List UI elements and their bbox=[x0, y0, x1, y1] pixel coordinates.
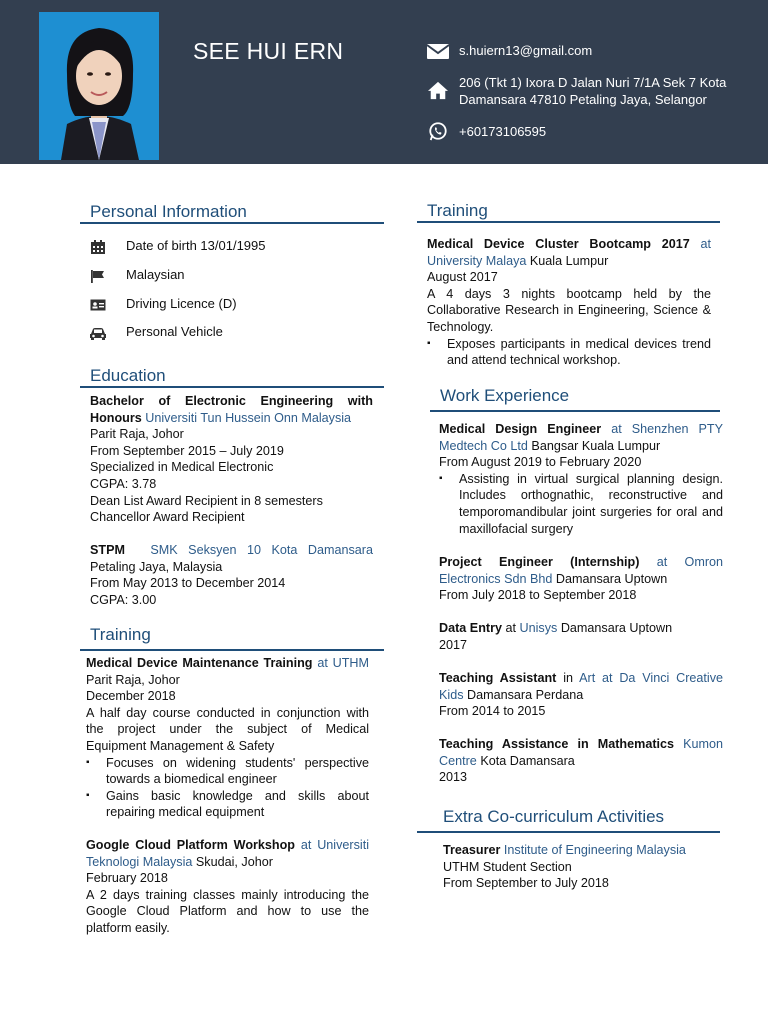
calendar-icon bbox=[89, 239, 107, 255]
work-role: Data Entry bbox=[439, 621, 502, 635]
training-maintenance-org: UTHM bbox=[332, 656, 370, 670]
work-org: Unisys bbox=[519, 621, 558, 635]
work-period: From 2014 to 2015 bbox=[439, 704, 546, 719]
education-stpm bbox=[90, 542, 373, 608]
degree-school: Universiti Tun Hussein Onn Malaysia bbox=[145, 410, 352, 425]
candidate-name: SEE HUI ERN bbox=[193, 38, 344, 64]
work-location: Bangsar Kuala Lumpur bbox=[531, 438, 661, 453]
envelope-icon bbox=[426, 42, 450, 62]
bootcamp-location: Kuala Lumpur bbox=[529, 253, 609, 268]
education-degree bbox=[90, 393, 373, 526]
work-item-project-engineer bbox=[439, 554, 723, 604]
work-item-data-entry bbox=[439, 620, 723, 653]
work-rule bbox=[430, 410, 720, 412]
header-banner bbox=[0, 0, 768, 164]
vehicle-text: Personal Vehicle bbox=[126, 324, 223, 339]
training-maintenance-name: Medical Device Maintenance Training bbox=[86, 656, 313, 670]
training-left-title: Training bbox=[90, 625, 151, 644]
degree-cgpa: CGPA: 3.78 bbox=[90, 476, 157, 491]
training-right-rule bbox=[417, 221, 720, 223]
education-title: Education bbox=[90, 366, 166, 385]
work-role: Teaching Assistance in Mathematics bbox=[439, 737, 675, 751]
degree-spec: Specialized in Medical Electronic bbox=[90, 460, 274, 475]
degree-award-chancellor: Chancellor Award Recipient bbox=[90, 510, 245, 525]
work-at: at bbox=[505, 621, 517, 635]
profile-photo bbox=[39, 12, 159, 160]
work-at: in bbox=[563, 671, 573, 685]
training-left-rule bbox=[80, 649, 384, 651]
work-period: From August 2019 to February 2020 bbox=[439, 455, 642, 470]
extra-org: Institute of Engineering Malaysia bbox=[503, 843, 686, 857]
extra-role: Treasurer bbox=[443, 843, 501, 857]
extra-period: From September to July 2018 bbox=[443, 876, 609, 891]
personal-info-rule bbox=[80, 222, 384, 224]
training-gcp bbox=[86, 837, 369, 937]
work-at: at bbox=[611, 422, 622, 436]
work-period: From July 2018 to September 2018 bbox=[439, 588, 637, 603]
work-location: Damansara Uptown bbox=[560, 621, 673, 635]
training-maintenance-bullet: ▪ Gains basic knowledge and skills about repairing medical equipment bbox=[86, 788, 369, 821]
training-gcp-date: February 2018 bbox=[86, 871, 168, 886]
training-bootcamp bbox=[427, 236, 711, 369]
extra-rule bbox=[417, 831, 720, 833]
bootcamp-bullet: ▪ Exposes participants in medical devices trend and attend technical workshop. bbox=[427, 336, 711, 369]
training-maintenance-date: December 2018 bbox=[86, 689, 176, 704]
extra-title: Extra Co-curriculum Activities bbox=[443, 807, 665, 826]
training-gcp-org: Universiti Teknologi Malaysia bbox=[86, 838, 369, 869]
degree-period: From September 2015 – July 2019 bbox=[90, 443, 284, 458]
work-role: Teaching Assistant bbox=[439, 671, 557, 685]
flag-icon bbox=[89, 268, 107, 284]
work-at: at bbox=[656, 555, 668, 569]
address-text: 206 (Tkt 1) Ixora D Jalan Nuri 7/1A Sek 7 Kota Damansara 47810 Petaling Jaya, Selangor bbox=[459, 75, 727, 107]
work-org: Omron Electronics Sdn Bhd bbox=[439, 555, 724, 586]
work-role: Medical Design Engineer bbox=[439, 422, 602, 436]
work-item-kumon bbox=[439, 736, 723, 786]
work-item-medical-design bbox=[439, 421, 723, 537]
work-role: Project Engineer (Internship) bbox=[439, 555, 640, 569]
education-rule bbox=[80, 386, 384, 388]
work-bullet: ▪ Assisting in virtual surgical planning design. Includes orthognathic, reconstructive and temporomandibular joint surgeries for oral and maxillofacial surgery bbox=[439, 471, 723, 537]
stpm-cgpa: CGPA: 3.00 bbox=[90, 592, 157, 607]
training-gcp-desc: A 2 days training classes mainly introducing the Google Cloud Platform and how to use the platform easily. bbox=[86, 887, 369, 935]
extra-item-treasurer bbox=[443, 842, 727, 892]
degree-award-dean: Dean List Award Recipient in 8 semesters bbox=[90, 493, 323, 508]
stpm-school: SMK Seksyen 10 Kota Damansara bbox=[150, 543, 373, 557]
phone-text[interactable]: +60173106595 bbox=[459, 124, 547, 139]
bootcamp-org: University Malaya bbox=[427, 253, 527, 268]
work-title: Work Experience bbox=[440, 386, 570, 405]
personal-info-title: Personal Information bbox=[90, 202, 247, 221]
work-location: Damansara Uptown bbox=[555, 571, 668, 586]
whatsapp-icon bbox=[426, 121, 450, 141]
work-org: Shenzhen PTY Medtech Co Ltd bbox=[439, 422, 724, 453]
training-gcp-location: Skudai, Johor bbox=[195, 854, 273, 869]
car-icon bbox=[89, 325, 107, 341]
stpm-name: STPM bbox=[90, 543, 125, 557]
email-text[interactable]: s.huiern13@gmail.com bbox=[459, 43, 593, 58]
id-card-icon bbox=[89, 297, 107, 313]
training-gcp-at: at bbox=[300, 838, 312, 852]
bootcamp-desc: A 4 days 3 nights bootcamp held by the Collaborative Research in Engineering, Science & Technology. bbox=[427, 286, 711, 334]
bootcamp-name: Medical Device Cluster Bootcamp 2017 bbox=[427, 237, 690, 251]
training-gcp-name: Google Cloud Platform Workshop bbox=[86, 838, 295, 852]
work-period: 2013 bbox=[439, 770, 468, 785]
work-org: Art at Da Vinci Creative Kids bbox=[439, 671, 724, 702]
work-location: Damansara Perdana bbox=[467, 687, 584, 702]
nationality-text: Malaysian bbox=[126, 267, 185, 282]
home-icon bbox=[426, 80, 450, 100]
stpm-period: From May 2013 to December 2014 bbox=[90, 576, 286, 591]
work-period: 2017 bbox=[439, 637, 468, 652]
bootcamp-date: August 2017 bbox=[427, 270, 498, 285]
dob-text: Date of birth 13/01/1995 bbox=[126, 238, 266, 253]
degree-location: Parit Raja, Johor bbox=[90, 427, 184, 442]
training-right-title: Training bbox=[427, 201, 488, 220]
stpm-location: Petaling Jaya, Malaysia bbox=[90, 559, 223, 574]
work-item-teaching-art bbox=[439, 670, 723, 720]
training-maintenance-location: Parit Raja, Johor bbox=[86, 672, 180, 687]
extra-section: UTHM Student Section bbox=[443, 859, 572, 874]
training-maintenance-at: at bbox=[317, 656, 328, 670]
training-maintenance-desc: A half day course conducted in conjunction with the project under the subject of Medical Equipment Management & Safety bbox=[86, 705, 369, 753]
training-maintenance bbox=[86, 655, 369, 821]
work-location: Kota Damansara bbox=[480, 753, 575, 768]
training-maintenance-bullet: ▪ Focuses on widening students' perspective towards a biomedical engineer bbox=[86, 755, 369, 788]
work-org: Kumon Centre bbox=[439, 737, 723, 768]
licence-text: Driving Licence (D) bbox=[126, 296, 237, 311]
degree-name: Bachelor of Electronic Engineering with Honours bbox=[90, 394, 373, 425]
bootcamp-at: at bbox=[700, 237, 712, 251]
